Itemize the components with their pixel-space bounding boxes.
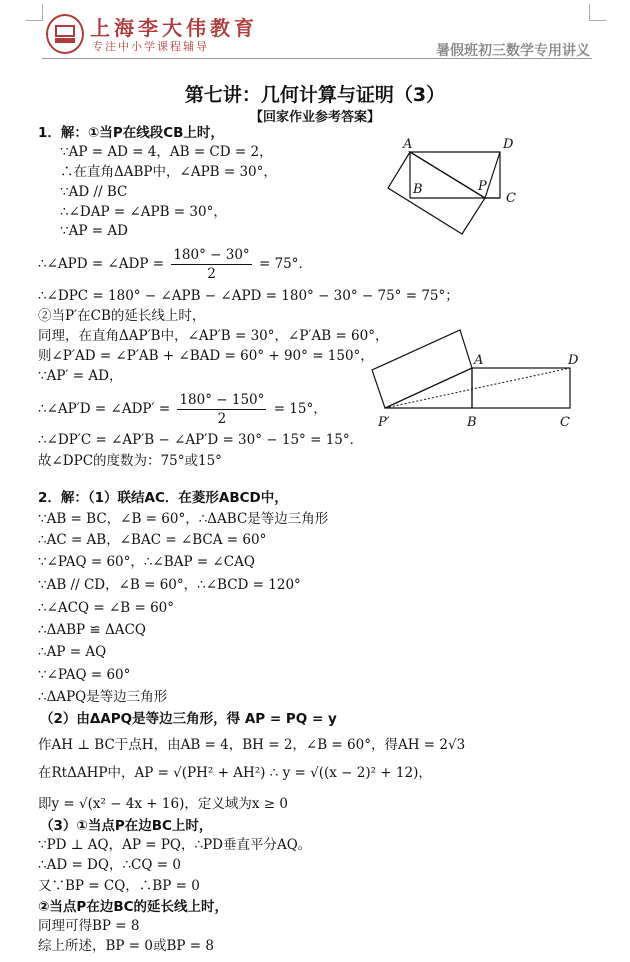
q1-line: ∵AP = AD = 4，AB = CD = 2， [60, 144, 273, 160]
q2-line: 作AH ⊥ BC于点H，由AB = 4，BH = 2，∠B = 60°，得AH = 2√3 [38, 737, 466, 753]
label-c: C [506, 191, 516, 206]
q1-line: 1．解：①当P在线段CB上时， [38, 125, 224, 141]
label-c: C [560, 415, 570, 430]
label-b: B [413, 182, 423, 197]
q2-line: 即y = √(x² − 4x + 16)，定义域为x ≥ 0 [38, 796, 288, 812]
segment-ap [385, 368, 472, 408]
q2-line: ∵AB = BC，∠B = 60°，∴ΔABC是等边三角形 [38, 511, 329, 527]
q1-text: = 75°． [258, 256, 312, 272]
denominator: 2 [207, 266, 216, 282]
rotated-rectangle [388, 152, 485, 234]
q2-line: 综上所述，BP = 0或BP = 8 [38, 938, 214, 954]
label-p-prime: P′ [378, 415, 390, 430]
fraction [171, 246, 251, 283]
denominator: 2 [217, 411, 227, 427]
q2-line: 在RtΔAHP中，AP = √(PH² + AH²) ∴ y = √((x − 2)² + 12)， [38, 765, 432, 781]
label-a: A [474, 353, 484, 368]
q2-line: （3）①当点P在边BC上时， [40, 818, 213, 834]
header-divider [42, 58, 592, 59]
page-subtitle: 【回家作业参考答案】 [249, 110, 380, 125]
q1-line: ∴在直角ΔABP中，∠APB = 30°， [60, 164, 277, 180]
q1-fraction-line [38, 391, 327, 428]
label-b: B [467, 415, 477, 430]
rotated-rectangle [372, 330, 472, 408]
q2-line: 2．解：（1）联结AC．在菱形ABCD中， [38, 490, 288, 506]
q2-line: 又∵BP = CQ，∴BP = 0 [38, 878, 200, 894]
q1-line: ②当P′在CB的延长线上时， [38, 308, 206, 324]
figure-1 [370, 130, 530, 240]
q1-line: ∵AP′ = AD， [38, 368, 123, 384]
q1-line: ∴∠DAP = ∠APB = 30°， [60, 204, 227, 220]
q2-line: ∴AD = DQ，∴CQ = 0 [38, 857, 181, 873]
crop-mark [589, 4, 606, 21]
fraction [177, 391, 266, 428]
label-d: D [503, 137, 514, 152]
numerator: 180° − 150° [179, 392, 265, 408]
q1-line: 则∠P′AD = ∠P′AB + ∠BAD = 60° + 90° = 150°， [38, 348, 374, 364]
q2-line: ∴AC = AB，∠BAC = ∠BCA = 60° [38, 532, 267, 548]
figure-2 [360, 320, 590, 435]
q1-fraction-line [38, 246, 312, 283]
q2-line: ∵PD ⊥ AQ，AP = PQ，∴PD垂直平分AQ。 [38, 837, 312, 853]
q2-line: ∴AP = AQ [38, 644, 107, 660]
q1-text: ∴∠AP′D = ∠ADP′ = [38, 401, 171, 417]
q1-text: ∴∠APD = ∠ADP = [38, 256, 165, 272]
q2-line: ∵∠PAQ = 60° [38, 667, 131, 683]
label-a: A [403, 137, 413, 152]
segment-dp [485, 152, 500, 198]
q2-line: ②当点P在边BC的延长线上时， [38, 899, 229, 915]
page-header [0, 0, 630, 62]
course-label: 暑假班初三数学专用讲义 [436, 43, 590, 59]
crop-mark [26, 4, 43, 21]
q1-line: ∴∠DPC = 180° − ∠APB − ∠APD = 180° − 30° − 75° = 75°； [38, 288, 459, 304]
q2-line: ∵AB // CD，∠B = 60°，∴∠BCD = 120° [38, 577, 301, 593]
q2-line: ∴ΔAPQ是等边三角形 [38, 689, 168, 705]
rectangle-abcd [472, 368, 570, 408]
label-p: P [478, 179, 487, 194]
label-d: D [568, 353, 579, 368]
q1-line: ∵AD // BC [60, 184, 128, 200]
brand-tagline: 专注中小学课程辅导 [92, 40, 209, 53]
q2-line: 同理可得BP = 8 [38, 918, 140, 934]
brand-name: 上海李大伟教育 [90, 16, 258, 40]
q1-line: ∴∠DP′C = ∠AP′B − ∠AP′D = 30° − 15° = 15°． [38, 432, 364, 448]
numerator: 180° − 30° [173, 247, 250, 263]
q1-line: 故∠DPC的度数为：75°或15° [38, 453, 222, 469]
segment-pd [385, 368, 570, 408]
q2-line: （2）由ΔAPQ是等边三角形，得 AP = PQ = y [40, 711, 337, 727]
q1-line: ∵AP = AD [60, 223, 128, 239]
q2-line: ∴ΔABP ≌ ΔACQ [38, 622, 146, 638]
q1-text: = 15°， [273, 401, 327, 417]
logo-icon [46, 14, 84, 54]
page-title: 第七讲：几何计算与证明（3） [184, 84, 446, 106]
q2-line: ∴∠ACQ = ∠B = 60° [38, 600, 174, 616]
q2-line: ∵∠PAQ = 60°，∴∠BAP = ∠CAQ [38, 554, 255, 570]
q1-line: 同理，在直角ΔAP′B中，∠AP′B = 30°，∠P′AB = 60°， [38, 328, 389, 344]
